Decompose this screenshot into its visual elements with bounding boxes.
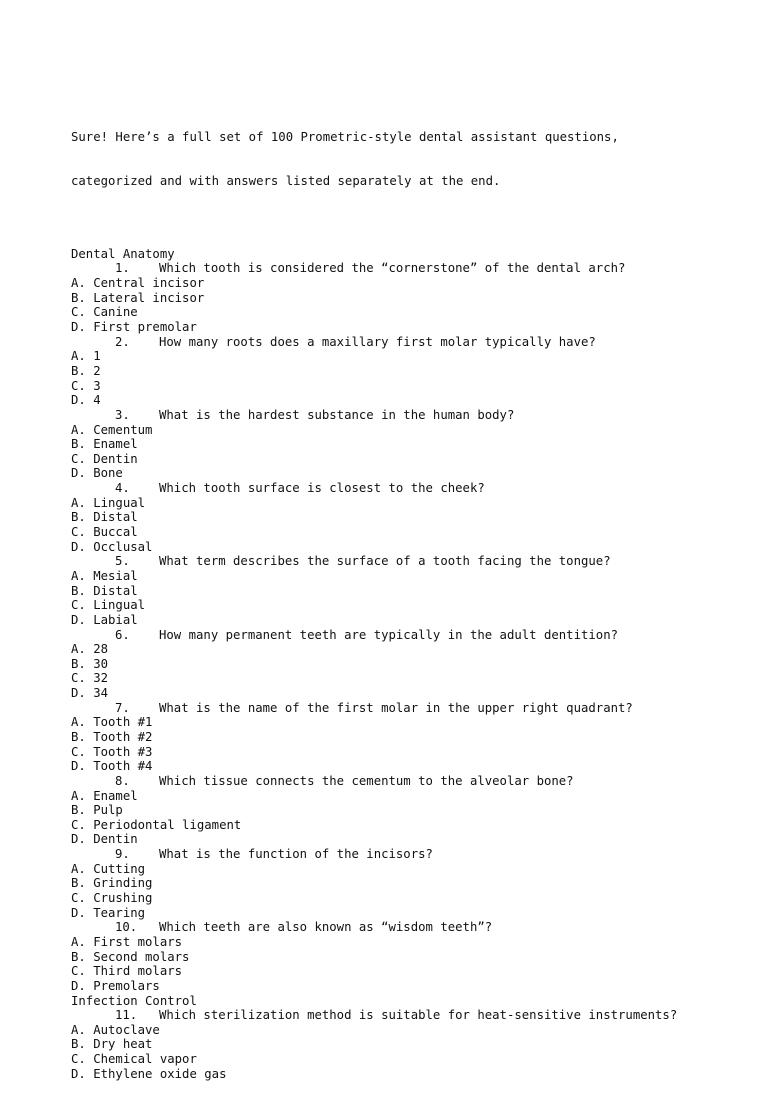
answer-option: D. Ethylene oxide gas <box>71 1066 227 1081</box>
answer-option: C. 3 <box>71 378 101 393</box>
intro-line: Sure! Here’s a full set of 100 Prometric-style dental assistant questions, <box>71 129 619 144</box>
question-number: 4. <box>115 481 130 496</box>
answer-option: C. Third molars <box>71 964 183 979</box>
question <box>71 920 751 993</box>
answer-option: B. Enamel <box>71 437 138 452</box>
question-text: Which tooth is considered the “cornerstone” of the dental arch? <box>159 261 626 276</box>
answer-option: B. 2 <box>71 363 101 378</box>
question-line <box>71 628 751 643</box>
question-number: 7. <box>115 700 130 715</box>
question-line <box>71 920 751 935</box>
question-number: 1. <box>115 261 130 276</box>
question-sections <box>71 247 751 1082</box>
answer-option: A. Central incisor <box>71 276 205 291</box>
question-line <box>71 774 751 789</box>
question-line <box>71 1008 751 1023</box>
question-text: What is the hardest substance in the human body? <box>159 407 515 422</box>
question-line <box>71 481 751 496</box>
answer-option: A. Enamel <box>71 788 138 803</box>
question-text: What is the name of the first molar in the upper right quadrant? <box>159 700 633 715</box>
question-number: 5. <box>115 554 130 569</box>
question-line <box>71 408 751 423</box>
answer-option: A. Cementum <box>71 422 153 437</box>
document-page <box>71 71 751 1096</box>
answer-option: C. Periodontal ligament <box>71 817 242 832</box>
answer-option: D. Labial <box>71 612 138 627</box>
question-line <box>71 701 751 716</box>
answer-option: D. Tearing <box>71 905 146 920</box>
answer-option: D. First premolar <box>71 320 197 335</box>
answer-option: C. Dentin <box>71 451 138 466</box>
answer-option: C. Tooth #3 <box>71 744 153 759</box>
answer-option: B. Distal <box>71 510 138 525</box>
answer-option: B. Distal <box>71 583 138 598</box>
question-line <box>71 261 751 276</box>
section <box>71 994 751 1082</box>
answer-option: B. Grinding <box>71 876 153 891</box>
question-number: 11. <box>115 1008 138 1023</box>
answer-option: C. Canine <box>71 305 138 320</box>
question-text: How many roots does a maxillary first molar typically have? <box>159 334 596 349</box>
question-text: How many permanent teeth are typically in the adult dentition? <box>159 627 619 642</box>
question <box>71 847 751 920</box>
answer-option: A. 28 <box>71 642 109 657</box>
question-text: What is the function of the incisors? <box>159 847 433 862</box>
section-heading: Dental Anatomy <box>71 246 175 261</box>
answer-option: B. Second molars <box>71 949 190 964</box>
question-text: What term describes the surface of a tooth facing the tongue? <box>159 554 611 569</box>
question-text: Which teeth are also known as “wisdom teeth”? <box>159 920 493 935</box>
question <box>71 554 751 627</box>
answer-option: A. Mesial <box>71 568 138 583</box>
answer-option: B. Lateral incisor <box>71 290 205 305</box>
intro-line: categorized and with answers listed separately at the end. <box>71 173 501 188</box>
answer-option: C. 32 <box>71 671 109 686</box>
question-text: Which tissue connects the cementum to the alveolar bone? <box>159 773 574 788</box>
answer-option: A. First molars <box>71 934 183 949</box>
answer-option: D. 4 <box>71 393 101 408</box>
question-number: 3. <box>115 407 130 422</box>
question-line <box>71 335 751 350</box>
intro-text <box>71 100 751 217</box>
answer-option: C. Chemical vapor <box>71 1052 197 1067</box>
answer-option: D. Tooth #4 <box>71 759 153 774</box>
question <box>71 261 751 334</box>
section-heading: Infection Control <box>71 993 197 1008</box>
answer-option: D. 34 <box>71 686 109 701</box>
answer-option: A. 1 <box>71 349 101 364</box>
question-number: 10. <box>115 920 138 935</box>
answer-option: D. Dentin <box>71 832 138 847</box>
question-number: 6. <box>115 627 130 642</box>
answer-option: C. Lingual <box>71 598 146 613</box>
answer-option: C. Buccal <box>71 525 138 540</box>
answer-option: A. Cutting <box>71 861 146 876</box>
question-number: 2. <box>115 334 130 349</box>
question <box>71 408 751 481</box>
question <box>71 774 751 847</box>
answer-option: D. Bone <box>71 466 123 481</box>
answer-option: B. Dry heat <box>71 1037 153 1052</box>
question-number: 8. <box>115 773 130 788</box>
question-text: Which tooth surface is closest to the cheek? <box>159 481 485 496</box>
question <box>71 335 751 408</box>
answer-option: B. 30 <box>71 656 109 671</box>
answer-option: B. Tooth #2 <box>71 729 153 744</box>
question-text: Which sterilization method is suitable for heat-sensitive instruments? <box>159 1008 678 1023</box>
question <box>71 481 751 554</box>
question-line <box>71 847 751 862</box>
section <box>71 247 751 994</box>
answer-option: D. Premolars <box>71 978 160 993</box>
answer-option: A. Autoclave <box>71 1022 160 1037</box>
answer-option: D. Occlusal <box>71 539 153 554</box>
answer-option: A. Lingual <box>71 495 146 510</box>
question-line <box>71 554 751 569</box>
question <box>71 701 751 774</box>
answer-option: B. Pulp <box>71 803 123 818</box>
question <box>71 628 751 701</box>
answer-option: A. Tooth #1 <box>71 715 153 730</box>
question <box>71 1008 751 1081</box>
question-number: 9. <box>115 847 130 862</box>
answer-option: C. Crushing <box>71 891 153 906</box>
